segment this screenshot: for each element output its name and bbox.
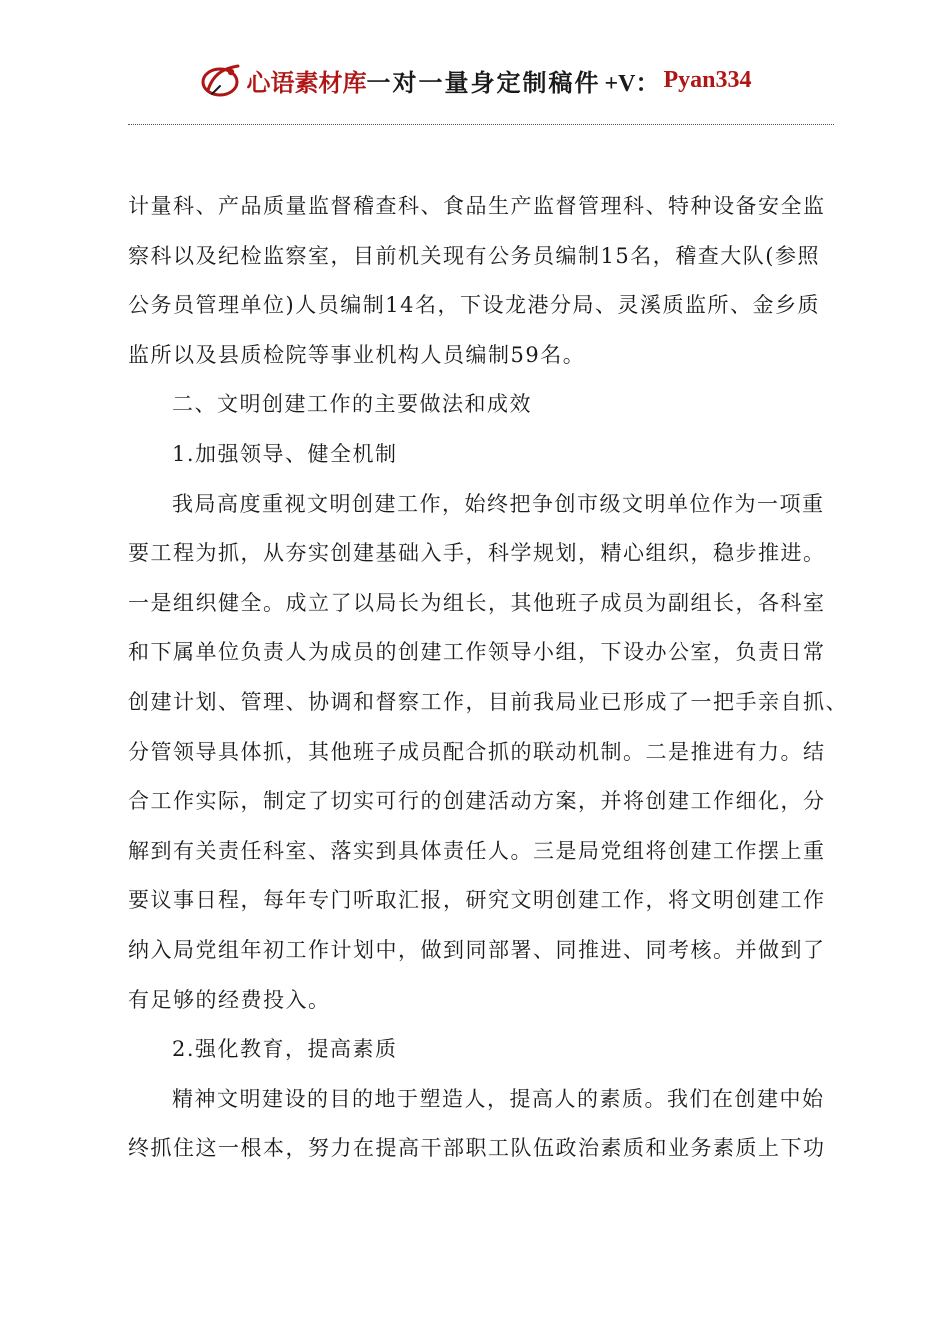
body-line: 我局高度重视文明创建工作，始终把争创市级文明单位作为一项重 [172,491,825,516]
body-line: 精神文明建设的目的地于塑造人，提高人的素质。我们在创建中始 [172,1086,825,1111]
body-line: 分管领导具体抓，其他班子成员配合抓的联动机制。二是推进有力。结 [128,739,826,764]
body-line: 创建计划、管理、协调和督察工作，目前我局业已形成了一把手亲自抓、 [128,689,848,714]
document-body [128,182,848,1174]
logo-icon [198,60,244,100]
body-line: 有足够的经费投入。 [128,987,331,1012]
section-heading: 二、文明创建工作的主要做法和成效 [172,392,532,417]
body-line: 解到有关责任科室、落实到具体责任人。三是局党组将创建工作摆上重 [128,838,826,863]
body-line: 计量科、产品质量监督稽查科、食品生产监督管理科、特种设备安全监 [128,194,826,218]
body-line: 终抓住这一根本，努力在提高干部职工队伍政治素质和业务素质上下功 [128,1136,826,1161]
body-line: 纳入局党组年初工作计划中，做到同部署、同推进、同考核。并做到了 [128,937,826,962]
page-header [0,58,950,102]
body-line: 和下属单位负责人为成员的创建工作领导小组，下设办公室，负责日常 [128,640,826,665]
header-slogan: 一对一量身定制稿件 [366,67,601,97]
body-line: 一是组织健全。成立了以局长为组长，其他班子成员为副组长，各科室 [128,590,826,615]
wechat-id: Pyan334 [663,66,752,93]
subsection-heading: 2.强化教育，提高素质 [172,1037,398,1062]
body-line: 要工程为抓，从夯实创建基础入手，科学规划，精心组织，稳步推进。 [128,541,826,566]
body-line: 公务员管理单位)人员编制14名，下设龙港分局、灵溪质监所、金乡质 [128,293,820,318]
body-line: 察科以及纪检监察室，目前机关现有公务员编制15名，稽查大队(参照 [128,243,820,268]
body-line: 要议事日程，每年专门听取汇报，研究文明创建工作，将文明创建工作 [128,888,826,913]
brand-name: 心语素材库 [246,68,367,97]
subsection-heading: 1.加强领导、健全机制 [172,441,398,466]
wechat-label: +V： [604,70,660,97]
body-line: 监所以及县质检院等事业机构人员编制59名。 [128,342,586,367]
header-divider [128,124,834,125]
body-line: 合工作实际，制定了切实可行的创建活动方案，并将创建工作细化，分 [128,789,826,814]
